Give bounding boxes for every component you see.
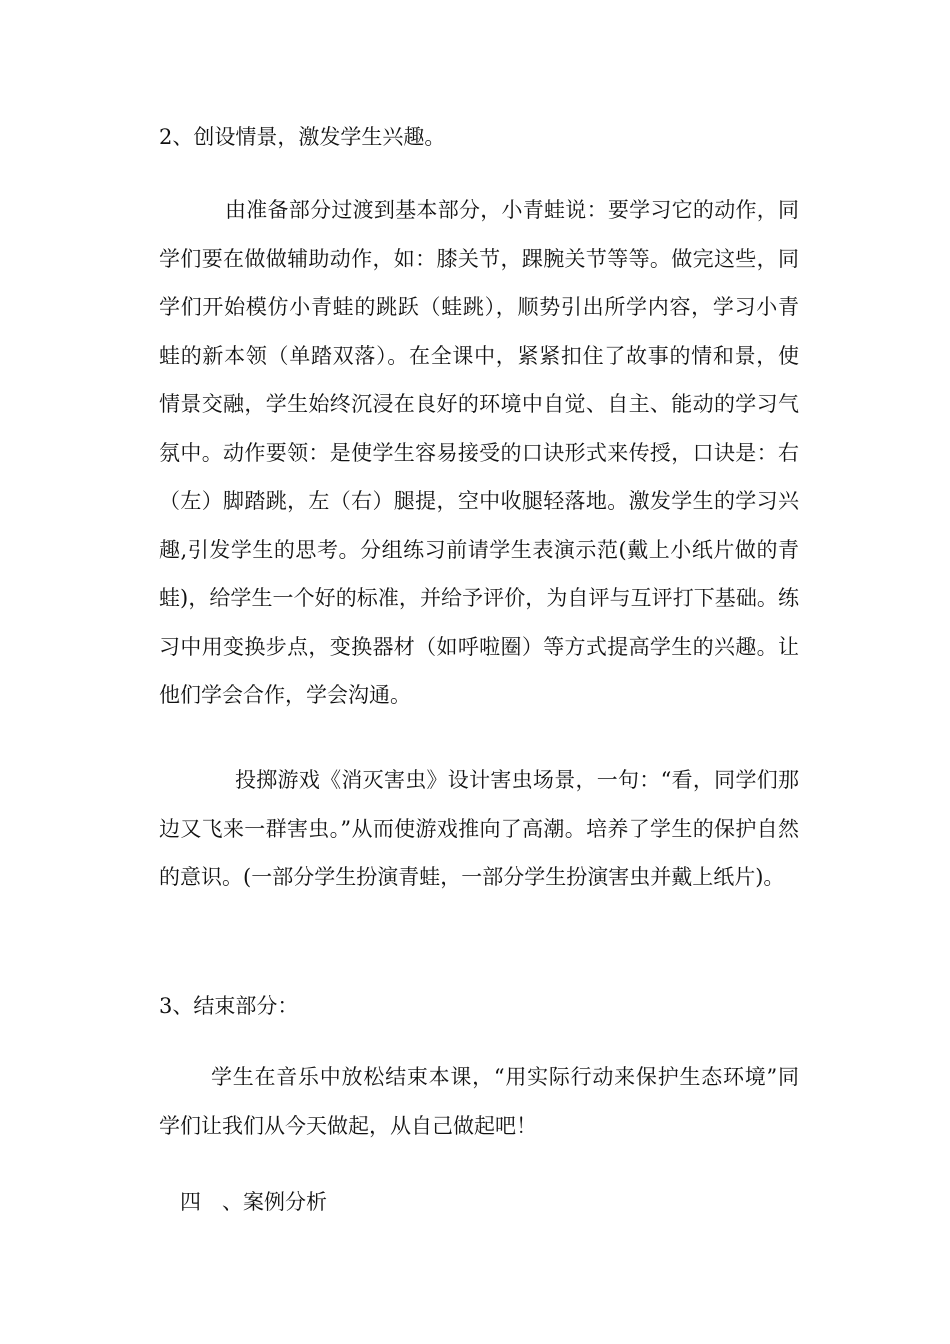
paragraph-throwing-game: 投掷游戏《消灭害虫》设计害虫场景，一句：“看，同学们那边又飞来一群害虫。”从而使游戏推向了高潮。培养了学生的保护自然的意识。(一部分学生扮演青蛙，一部分学生扮演害虫并戴上纸片)。 — [159, 768, 799, 889]
section-title: 、案例分析 — [222, 1190, 327, 1214]
heading-ending-part: 3、结束部分： — [159, 994, 299, 1018]
heading-creating-scene: 2、创设情景，激发学生兴趣。 — [159, 125, 446, 149]
paragraph-ending: 学生在音乐中放松结束本课，“用实际行动来保护生态环境”同学们让我们从今天做起，从自己做起吧！ — [159, 1065, 799, 1138]
paragraph-basic-part: 由准备部分过渡到基本部分，小青蛙说：要学习它的动作，同学们要在做做辅助动作，如：膝关节，踝腕关节等等。做完这些，同学们开始模仿小青蛙的跳跃（蛙跳），顺势引出所学内容，学习小青蛙的新本领（单踏双落）。在全课中，紧紧扣住了故事的情和景，使情景交融，学生始终沉浸在良好的环境中自觉、自主、能动的学习气氛中。动作要领：是使学生容易接受的口诀形式来传授，口诀是：右（左）脚踏跳，左（右）腿提，空中收腿轻落地。激发学生的学习兴趣,引发学生的思考。分组练习前请学生表演示范(戴上小纸片做的青蛙)，给学生一个好的标准，并给予评价，为自评与互评打下基础。练习中用变换步点，变换器材（如呼啦圈）等方式提高学生的兴趣。让他们学会合作，学会沟通。 — [159, 198, 799, 707]
section-heading-case-analysis — [180, 1187, 327, 1217]
section-number: 四 — [180, 1190, 201, 1214]
